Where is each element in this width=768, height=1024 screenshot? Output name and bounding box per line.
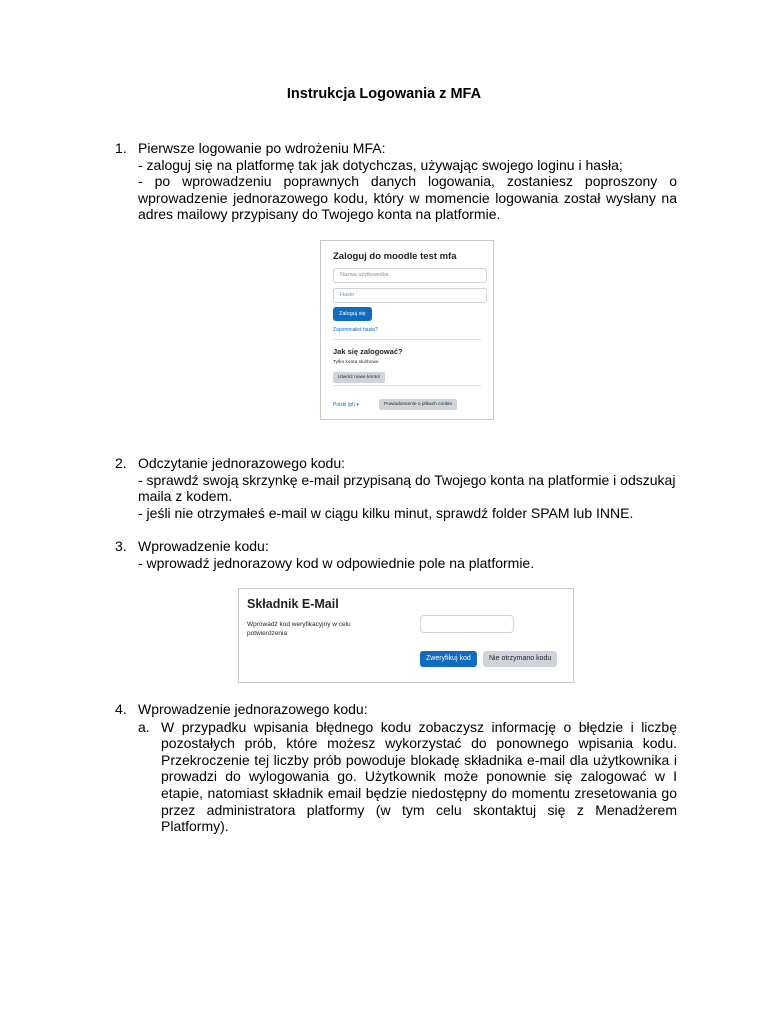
username-input[interactable]: Nazwa użytkownika — [333, 268, 487, 283]
section-line: - jeśli nie otrzymałeś e-mail w ciągu kilku minut, sprawdź folder SPAM lub INNE. — [138, 504, 634, 521]
verification-code-input[interactable] — [420, 615, 514, 633]
login-screenshot — [320, 240, 494, 420]
factor-title: Składnik E-Mail — [247, 597, 339, 611]
section-heading: Wprowadzenie kodu: — [138, 538, 269, 554]
sub-item — [138, 719, 677, 835]
divider — [333, 385, 481, 386]
login-title: Zaloguj do moodle test mfa — [333, 251, 457, 262]
how-to-login-heading: Jak się zalogować? — [333, 347, 403, 356]
create-account-button[interactable]: Utwórz nowe konto! — [333, 372, 385, 383]
section-3 — [115, 538, 677, 571]
code-label: Wprowadź kod weryfikacyjny w celu potwierdzenia — [247, 621, 351, 637]
section-number: 2. — [115, 455, 127, 471]
password-input[interactable]: Hasło — [333, 288, 487, 303]
forgot-password-link[interactable]: Zapomniałeś hasła? — [333, 327, 378, 333]
sub-item-letter: a. — [138, 718, 150, 735]
section-line: - sprawdź swoją skrzynkę e-mail przypisaną do Twojego konta na platformie i odszukaj maila z kodem. — [138, 471, 676, 505]
section-number: 4. — [115, 701, 127, 717]
verify-code-button[interactable]: Zweryfikuj kod — [420, 651, 477, 667]
section-heading: Wprowadzenie jednorazowego kodu: — [138, 701, 368, 717]
section-4 — [115, 701, 677, 835]
section-line: - wprowadź jednorazowy kod w odpowiednie pole na platformie. — [138, 554, 535, 571]
section-heading: Pierwsze logowanie po wdrożeniu MFA: — [138, 140, 386, 156]
section-line: - zaloguj się na platformę tak jak dotychczas, używając swojego loginu i hasła; — [138, 156, 623, 173]
language-selector[interactable]: Polski (pl) ▾ — [333, 402, 359, 408]
section-2 — [115, 455, 677, 521]
login-button[interactable]: Zaloguj się — [333, 307, 372, 321]
how-to-login-text: Tylko konta służbowe — [333, 360, 379, 365]
section-number: 1. — [115, 140, 127, 156]
code-not-received-button[interactable]: Nie otrzymano kodu — [483, 651, 557, 667]
divider — [333, 339, 481, 340]
section-heading: Odczytanie jednorazowego kodu: — [138, 455, 346, 471]
section-number: 3. — [115, 538, 127, 554]
section-line: - po wprowadzeniu poprawnych danych logowania, zostaniesz poproszony o wprowadzenie jednorazowego kodu, który w momencie logowania został wysłany na adres mailowy przypisany do Twojego konta na platformie. — [138, 173, 677, 223]
page-title: Instrukcja Logowania z MFA — [286, 86, 482, 102]
cookie-notice-button[interactable]: Powiadomienie o plikach cookie — [379, 399, 457, 410]
email-factor-screenshot — [238, 588, 574, 683]
sub-item-text: W przypadku wpisania błędnego kodu zobaczysz informację o błędzie i liczbę pozostałych prób, które możesz wykorzystać do ponownego wpisania kodu. Przekroczenie tej liczby prób powoduje blokadę składnika e-mail dla użytkownika i prowadzi do wylogowania go. Użytkownik może ponownie się zalogować w I etapie, natomiast składnik email będzie niedostępny do momentu zresetowania go przez administratora platformy (w tym celu skontaktuj się z Menadżerem Platformy). — [161, 718, 677, 835]
section-1 — [115, 140, 677, 223]
